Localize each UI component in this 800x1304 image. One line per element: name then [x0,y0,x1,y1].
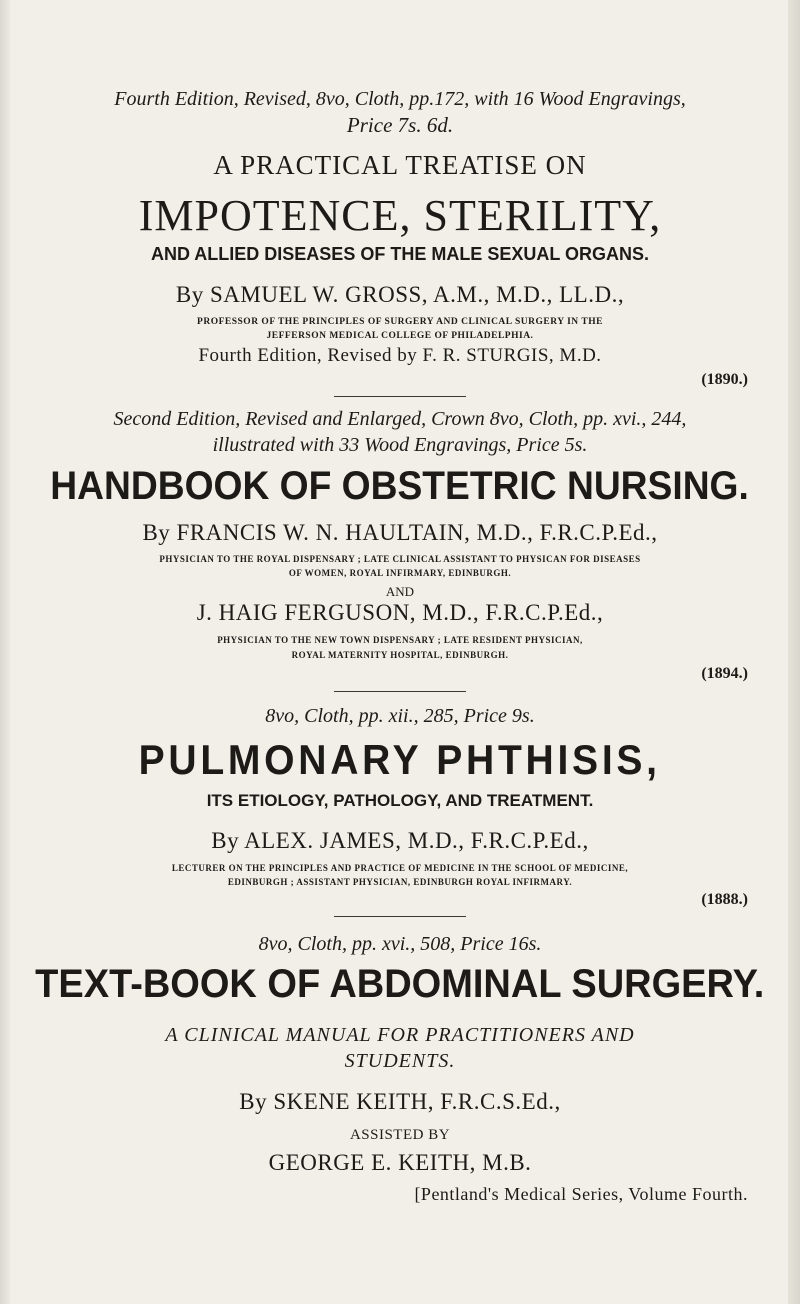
book2-and: AND [385,584,415,599]
book3-author: By ALEX. JAMES, M.D., F.R.C.P.Ed., [211,828,589,853]
book3-title: PULMONARY PHTHISIS, [138,736,662,783]
book2-author1-desc-1: PHYSICIAN TO THE ROYAL DISPENSARY ; LATE CLINICAL ASSISTANT TO PHYSICAN FOR DISEASES [159,554,641,564]
book1-price: Price 7s. 6d. [346,113,454,137]
separator-rule [334,916,466,917]
book1-author: By SAMUEL W. GROSS, A.M., M.D., LL.D., [175,282,625,307]
book2-author1: By FRANCIS W. N. HAULTAIN, M.D., F.R.C.P.Ed., [142,520,658,545]
book2-author2: J. HAIG FERGUSON, M.D., F.R.C.P.Ed., [196,600,604,625]
book4-assisted-by: ASSISTED BY [349,1127,451,1143]
book4-edition-line: 8vo, Cloth, pp. xvi., 508, Price 16s. [258,933,542,955]
book2-author2-desc-2: ROYAL MATERNITY HOSPITAL, EDINBURGH. [291,650,509,660]
book4-author2: GEORGE E. KEITH, M.B. [268,1150,532,1175]
book2-author2-desc-1: PHYSICIAN TO THE NEW TOWN DISPENSARY ; LATE RESIDENT PHYSICIAN, [217,635,583,645]
book2-year: (1894.) [701,665,748,682]
book1-author-desc-2: JEFFERSON MEDICAL COLLEGE OF PHILADELPHIA. [266,331,534,341]
book2-author1-desc-2: OF WOMEN, ROYAL INFIRMARY, EDINBURGH. [288,568,512,578]
book3-author-desc-1: LECTURER ON THE PRINCIPLES AND PRACTICE OF MEDICINE IN THE SCHOOL OF MEDICINE, [171,863,629,873]
book3-year: (1888.) [701,891,748,908]
book4-title: TEXT-BOOK OF ABDOMINAL SURGERY. [35,962,765,1006]
book4-subtitle-1: A CLINICAL MANUAL FOR PRACTITIONERS AND [165,1024,635,1046]
book2-edition-line-1: Second Edition, Revised and Enlarged, Crown 8vo, Cloth, pp. xvi., 244, [113,408,687,430]
book1-edition-line: Fourth Edition, Revised, 8vo, Cloth, pp.172, with 16 Wood Engravings, [114,88,686,110]
book3-title-wrap [0,736,800,784]
book3-subtitle: ITS ETIOLOGY, PATHOLOGY, AND TREATMENT. [206,791,594,810]
separator-rule [334,691,466,692]
book3-author-desc-2: EDINBURGH ; ASSISTANT PHYSICIAN, EDINBURGH ROYAL INFIRMARY. [227,877,573,887]
book1-year: (1890.) [701,371,748,388]
book4-subtitle-2: STUDENTS. [344,1050,456,1072]
book4-series: [Pentland's Medical Series, Volume Fourth. [414,1184,748,1204]
book4-author: By SKENE KEITH, F.R.C.S.Ed., [239,1089,561,1114]
book1-title: IMPOTENCE, STERILITY, [138,191,662,240]
book1-heading: A PRACTICAL TREATISE ON [213,150,587,180]
book3-edition-line: 8vo, Cloth, pp. xii., 285, Price 9s. [265,705,535,727]
separator-rule [334,396,466,397]
book2-title-wrap [0,464,800,509]
book1-reviser: Fourth Edition, Revised by F. R. STURGIS, M.D. [198,345,602,366]
book2-edition-line-2: illustrated with 33 Wood Engravings, Price 5s. [212,434,588,456]
book1-subtitle: AND ALLIED DISEASES OF THE MALE SEXUAL ORGANS. [150,244,650,264]
book2-title: HANDBOOK OF OBSTETRIC NURSING. [50,464,750,508]
book4-title-wrap [0,962,800,1007]
book1-author-desc-1: PROFESSOR OF THE PRINCIPLES OF SURGERY AND CLINICAL SURGERY IN THE [197,317,603,327]
